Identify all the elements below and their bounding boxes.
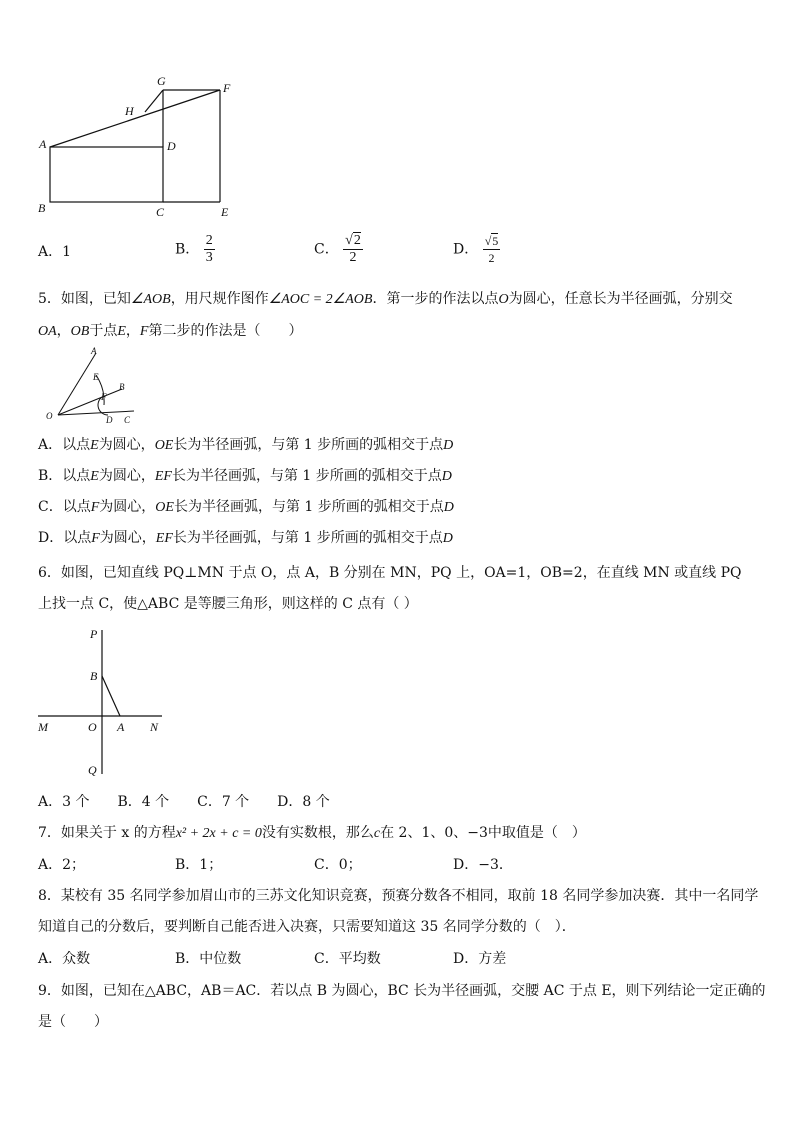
q4-option-b: B． $\frac{2}{3}$ <box>175 233 213 265</box>
q8-option-d: D．方差 <box>453 951 507 967</box>
label-e: E <box>221 205 229 219</box>
ray-oa <box>58 353 96 415</box>
q8-option-b: B．中位数 <box>175 951 242 967</box>
segment-af <box>50 90 220 147</box>
q8-option-c: C．平均数 <box>314 951 381 967</box>
q5-option-c: C．以点F为圆心，OE长为半径画弧，与第 1 步所画的弧相交于点D <box>38 499 454 515</box>
label-a: A <box>117 720 125 734</box>
q4-option-c: C． $\frac{√2}{2}$ <box>314 233 361 265</box>
label-m: M <box>38 720 48 734</box>
q5-figure <box>38 345 148 430</box>
q4-option-a: A．1 <box>38 244 72 260</box>
label-a: A <box>91 346 97 356</box>
label-f: F <box>223 81 231 95</box>
q5-stem-line2: OA，OB于点E，F第二步的作法是（ ） <box>38 323 303 339</box>
ray-ob <box>58 389 122 415</box>
q8-option-a: A．众数 <box>38 951 91 967</box>
label-g: G <box>157 74 166 88</box>
q7-option-b: B．1； <box>175 857 223 873</box>
q6-figure <box>30 622 175 782</box>
q9-stem-line1: 9．如图，已知在△ABC，AB＝AC．若以点 B 为圆心，BC 长为半径画弧，交腰 AC 于点 E，则下列结论一定正确的 <box>38 983 766 999</box>
q7-option-c: C．0； <box>314 857 362 873</box>
q5-stem-line1: 5．如图，已知∠AOB，用尺规作图作∠AOC = 2∠AOB．第一步的作法以点O为圆心，任意长为半径画弧，分别交 <box>38 291 733 307</box>
q4-figure <box>30 70 250 220</box>
label-e: E <box>93 372 99 382</box>
q4-option-d: D． $\frac{√5}{2}$ <box>453 234 499 265</box>
q6-stem-line2: 上找一点 C，使△ABC 是等腰三角形，则这样的 C 点有（ ） <box>38 596 418 612</box>
label-b: B <box>90 669 98 683</box>
label-d: D <box>106 415 113 425</box>
q7-stem: 7．如果关于 x 的方程x² + 2x + c = 0没有实数根，那么c在 2、1、0、−3中取值是（ ） <box>38 825 586 841</box>
q8-stem-line1: 8．某校有 35 名同学参加眉山市的三苏文化知识竞赛，预赛分数各不相同，取前 18 名同学参加决赛．其中一名同学 <box>38 888 759 904</box>
q8-stem-line2: 知道自己的分数后，要判断自己能否进入决赛，只需要知道这 35 名同学分数的（ ）． <box>38 919 576 935</box>
label-f: F <box>101 392 107 402</box>
label-h: H <box>125 104 134 118</box>
fraction-root2-over-2: $\frac{√2}{2}$ <box>345 233 361 265</box>
q5-option-b: B．以点E为圆心，EF长为半径画弧，与第 1 步所画的弧相交于点D <box>38 468 452 484</box>
q7-option-a: A．2； <box>38 857 86 873</box>
label-b: B <box>38 201 46 215</box>
label-b: B <box>119 382 125 392</box>
label-c: C <box>124 415 131 425</box>
label-p: P <box>90 627 98 641</box>
q6-stem-line1: 6．如图，已知直线 PQ⊥MN 于点 O，点 A，B 分别在 MN，PQ 上，OA=1，OB=2，在直线 MN 或直线 PQ <box>38 565 742 581</box>
fraction-two-thirds: $\frac{2}{3}$ <box>205 233 213 265</box>
q6-options: A．3 个 B．4 个 C．7 个 D．8 个 <box>38 794 330 810</box>
label-q: Q <box>88 763 97 777</box>
segment-ab <box>102 676 120 716</box>
q5-option-a: A．以点E为圆心，OE长为半径画弧，与第 1 步所画的弧相交于点D <box>38 437 454 453</box>
segment-gh <box>145 90 163 112</box>
label-n: N <box>150 720 159 734</box>
ray-oc <box>58 411 134 415</box>
q9-stem-line2: 是（ ） <box>38 1014 108 1030</box>
q5-option-d: D．以点F为圆心，EF长为半径画弧，与第 1 步所画的弧相交于点D <box>38 530 453 546</box>
label-d: D <box>167 139 176 153</box>
q7-option-d: D．−3． <box>453 857 513 873</box>
label-o: O <box>88 720 97 734</box>
label-c: C <box>156 205 165 219</box>
rect-abcd <box>50 147 163 202</box>
fraction-root5-over-2: $\frac{√5}{2}$ <box>484 234 499 265</box>
label-o: O <box>46 411 53 421</box>
label-a: A <box>39 137 47 151</box>
